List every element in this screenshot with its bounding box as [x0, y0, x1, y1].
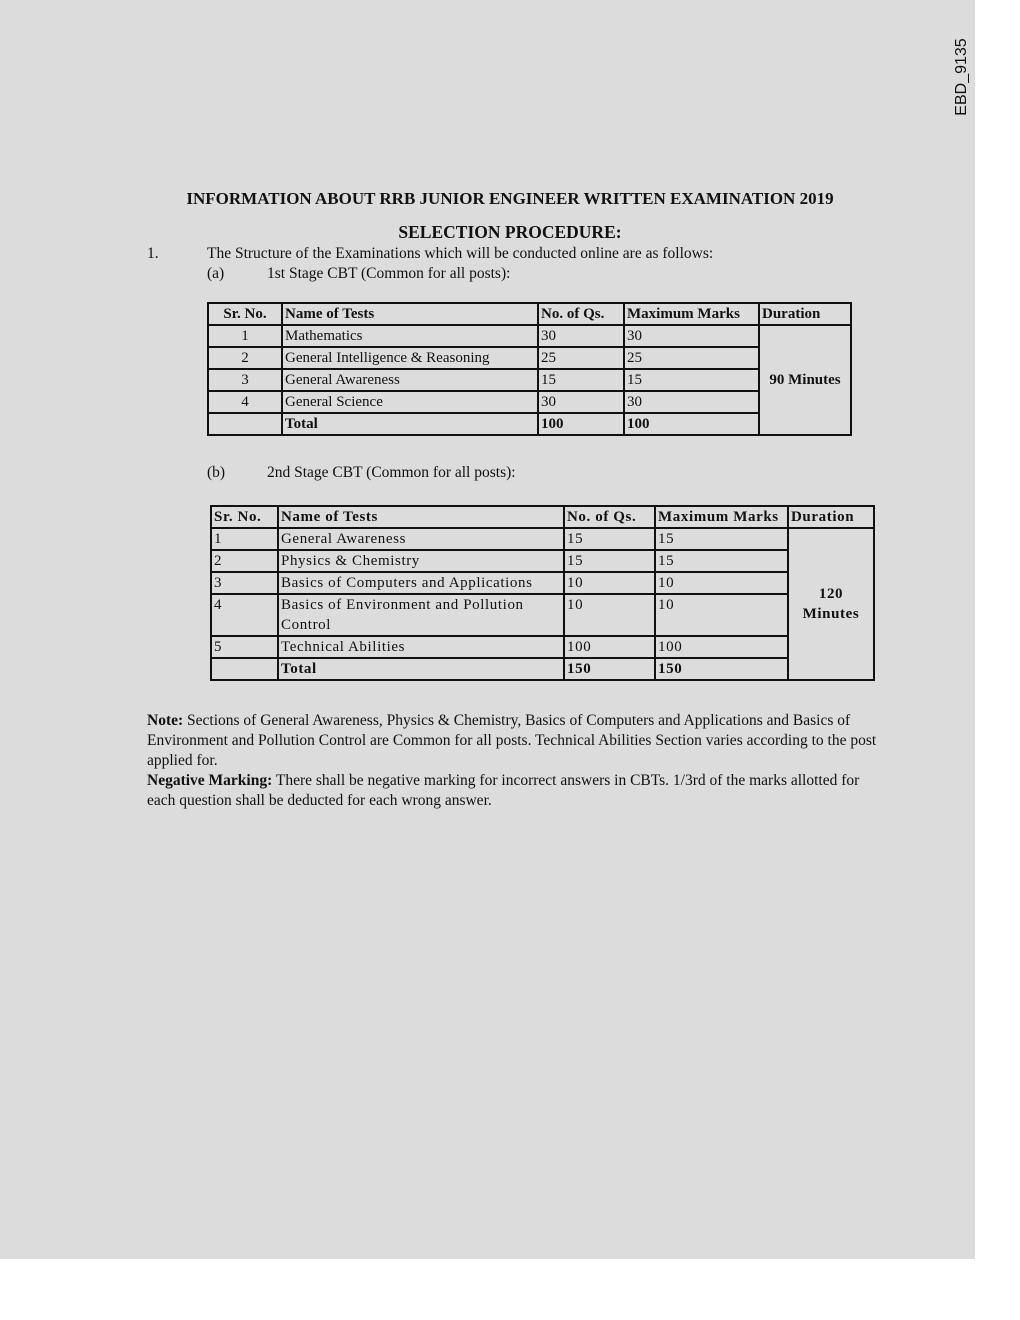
cell: 100 [655, 636, 788, 658]
table-row [211, 636, 874, 658]
stage2-table [210, 505, 875, 681]
table-row [208, 325, 851, 347]
table-row [208, 369, 851, 391]
cell: 10 [564, 594, 655, 636]
cell: 100 [564, 636, 655, 658]
stage1-text: 1st Stage CBT (Common for all posts): [267, 265, 511, 282]
table-row [211, 550, 874, 572]
item-text: The Structure of the Examinations which will be conducted online are as follows: [207, 245, 714, 262]
cell: 2 [211, 550, 278, 572]
cell [208, 413, 282, 435]
cell: 4 [211, 594, 278, 636]
cell: 15 [564, 550, 655, 572]
header-cell: Duration [759, 303, 851, 325]
cell: 30 [624, 391, 759, 413]
cell: 2 [208, 347, 282, 369]
cell: 30 [624, 325, 759, 347]
cell: Total [278, 658, 564, 680]
total-row [208, 413, 851, 435]
cell: 30 [538, 391, 624, 413]
header-cell: Sr. No. [208, 303, 282, 325]
cell: General Awareness [282, 369, 538, 391]
cell: 5 [211, 636, 278, 658]
duration-cell: 90 Minutes [759, 325, 851, 435]
header-cell: Sr. No. [211, 506, 278, 528]
cell: 25 [624, 347, 759, 369]
cell: 15 [655, 550, 788, 572]
cell: 3 [211, 572, 278, 594]
stage2-label: (b) [207, 464, 226, 481]
stage1-label: (a) [207, 265, 225, 282]
document-code: EBD_9135 [953, 38, 970, 116]
stage2-text: 2nd Stage CBT (Common for all posts): [267, 464, 516, 481]
table-header-row [208, 303, 851, 325]
header-cell: No. of Qs. [538, 303, 624, 325]
negative-marking-label: Negative Marking: [147, 772, 273, 789]
note-text: Sections of General Awareness, Physics & Chemistry, Basics of Computers and Applications and Basics of Environment and Pollution Control are Common for all posts. Technical Abilities Section varies according to the post applied for. [147, 712, 877, 769]
cell: 150 [655, 658, 788, 680]
table-row [208, 391, 851, 413]
cell: General Intelligence & Reasoning [282, 347, 538, 369]
header-cell: Maximum Marks [655, 506, 788, 528]
header-cell: No. of Qs. [564, 506, 655, 528]
duration-cell [788, 528, 874, 680]
cell: 1 [211, 528, 278, 550]
header-cell: Name of Tests [282, 303, 538, 325]
cell: 15 [538, 369, 624, 391]
cell: 150 [564, 658, 655, 680]
cell: 10 [564, 572, 655, 594]
document-title: INFORMATION ABOUT RRB JUNIOR ENGINEER WRITTEN EXAMINATION 2019 [186, 189, 834, 208]
cell: Total [282, 413, 538, 435]
note-paragraph [147, 711, 877, 811]
item-number: 1. [147, 245, 159, 262]
cell: Mathematics [282, 325, 538, 347]
header-cell: Duration [788, 506, 874, 528]
cell: 100 [538, 413, 624, 435]
cell: 1 [208, 325, 282, 347]
cell: 3 [208, 369, 282, 391]
cell: 4 [208, 391, 282, 413]
cell: 100 [624, 413, 759, 435]
cell: 15 [564, 528, 655, 550]
cell: 10 [655, 572, 788, 594]
stage1-table [207, 302, 852, 436]
table-row [211, 594, 874, 636]
table-row [211, 572, 874, 594]
cell: Technical Abilities [278, 636, 564, 658]
total-row [211, 658, 874, 680]
table-row [208, 347, 851, 369]
duration-unit: Minutes [802, 606, 860, 622]
negative-marking-text: There shall be negative marking for incorrect answers in CBTs. 1/3rd of the marks allotted for each question shall be deducted for each wrong answer. [147, 772, 860, 809]
note-label: Note: [147, 712, 184, 729]
cell: 15 [655, 528, 788, 550]
cell: Physics & Chemistry [278, 550, 564, 572]
table-row [211, 528, 874, 550]
cell: 30 [538, 325, 624, 347]
header-cell: Maximum Marks [624, 303, 759, 325]
duration-value: 120 [818, 586, 844, 602]
cell: 10 [655, 594, 788, 636]
cell: General Science [282, 391, 538, 413]
cell [211, 658, 278, 680]
section-heading: SELECTION PROCEDURE: [398, 222, 622, 242]
header-cell: Name of Tests [278, 506, 564, 528]
cell: Basics of Environment and Pollution Control [278, 594, 564, 636]
cell: Basics of Computers and Applications [278, 572, 564, 594]
table-header-row [211, 506, 874, 528]
cell: 15 [624, 369, 759, 391]
cell: 25 [538, 347, 624, 369]
cell: General Awareness [278, 528, 564, 550]
